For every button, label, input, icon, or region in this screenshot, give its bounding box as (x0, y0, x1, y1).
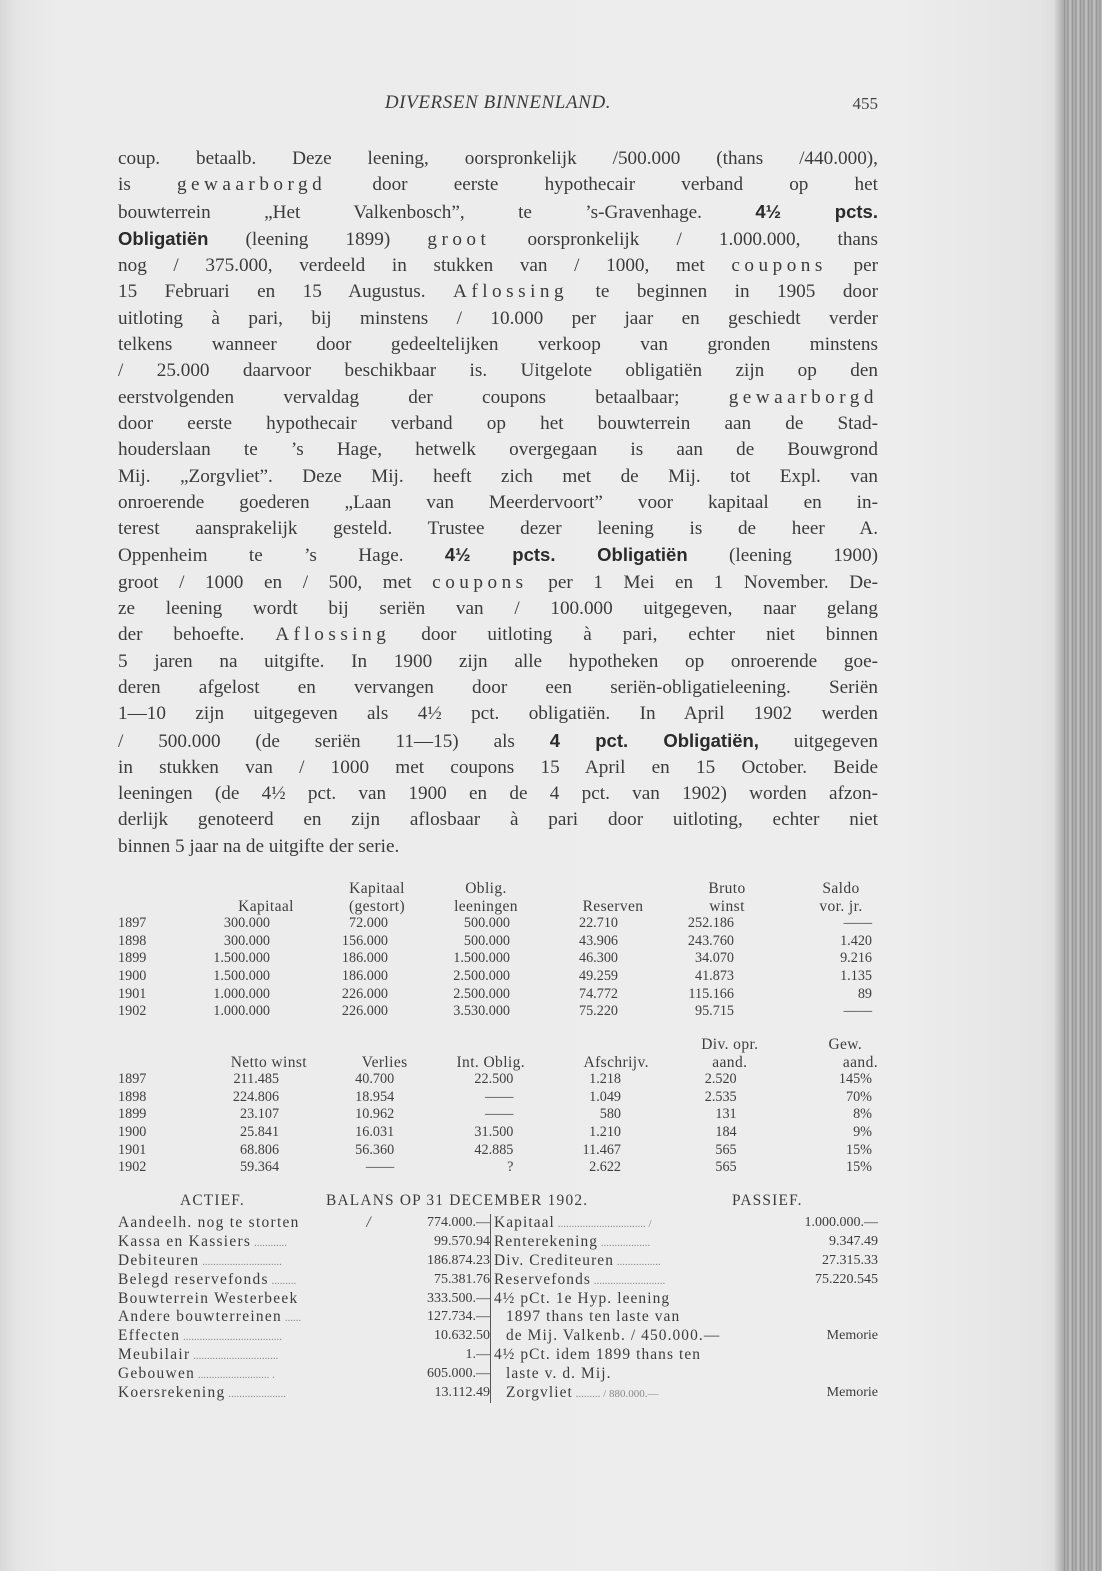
item-label: Kapitaal (494, 1214, 555, 1231)
item-amount (758, 1346, 878, 1365)
text-run: door eerste hypothecair verband op het (326, 174, 878, 196)
value-cell: 49.259 (578, 967, 618, 984)
item-amount (758, 1308, 878, 1327)
actief-item (118, 1271, 490, 1290)
table-row (118, 915, 878, 933)
leader-dots: ................................ / (554, 1218, 652, 1230)
value-cell: 15% (845, 1141, 872, 1158)
body-paragraph (118, 146, 878, 860)
text-line (118, 490, 878, 516)
table-row (118, 1142, 878, 1160)
text-run: bouwterrein „Het Valkenbosch”, te ’s-Gravenhage. (118, 201, 756, 223)
item-amount: Memorie (826, 1328, 878, 1344)
passief-item (494, 1214, 878, 1233)
letterspaced-emphasis: gewaarborgd (728, 386, 878, 408)
text-run: te beginnen in 1905 door (568, 281, 878, 303)
text-line (118, 781, 878, 807)
item-amount (758, 1290, 878, 1309)
text-line (118, 437, 878, 463)
book-binding-edge (1064, 0, 1102, 1571)
leader-dots: ......... / 880.000.— (572, 1388, 659, 1401)
text-run: /500.000 (thans /440.000), (612, 148, 878, 169)
passief-item (494, 1327, 878, 1346)
text-line (118, 306, 878, 332)
passief-item (494, 1252, 878, 1271)
leader-dots: ............................. (199, 1255, 282, 1268)
item-label: 4½ pCt. idem 1899 thans ten (494, 1346, 702, 1364)
passief-column (490, 1214, 878, 1403)
table-row (118, 1071, 878, 1089)
value-cell: 115.166 (688, 985, 734, 1002)
value-cell: 145% (838, 1071, 872, 1088)
text-run: 5 jaren na uitgifte. In 1900 zijn alle hypotheken op onroerende goe- (118, 650, 878, 672)
bold-heading: 4½ pcts. Obligatiën (444, 544, 688, 566)
col-header-bruto-1: Bruto (708, 880, 746, 897)
value-cell: 2.622 (589, 1159, 622, 1176)
item-amount: 75.381.76 (434, 1271, 490, 1287)
text-run: onroerende goederen „Laan van Meerdervoort” voor kapitaal en in- (118, 491, 878, 513)
bold-heading: 4 pct. Obligatiën, (549, 729, 759, 751)
value-cell: 500.000 (463, 932, 510, 949)
value-cell: 18.954 (355, 1088, 395, 1105)
item-label: de Mij. Valkenb. / 450.000.— (506, 1327, 721, 1345)
value-cell: 9.216 (840, 950, 872, 967)
value-cell: 1.000.000 (213, 1003, 270, 1020)
table-row (118, 950, 878, 968)
value-cell: 565 (715, 1159, 737, 1176)
col-header-div-2: aand. (712, 1053, 748, 1071)
text-line (118, 385, 878, 411)
value-cell: —— (485, 1106, 514, 1123)
value-cell: 74.772 (578, 985, 618, 1002)
passief-item (494, 1346, 878, 1365)
value-cell: 224.806 (232, 1088, 280, 1105)
page-number: 455 (852, 94, 878, 113)
value-cell: 22.500 (474, 1071, 514, 1088)
text-run: door eerste hypothecair verband op het bouwterrein aan de Stad- (118, 412, 878, 434)
text-run: der behoefte. (118, 624, 276, 646)
value-cell: 10.962 (355, 1106, 395, 1123)
item-label: Kassa en Kassiers (118, 1232, 252, 1250)
value-cell: 131 (715, 1106, 737, 1123)
item-amount: 186.874.23 (427, 1252, 490, 1268)
value-cell: 59.364 (240, 1159, 280, 1176)
text-run: door uitloting à pari, echter niet binnen (390, 624, 878, 646)
text-line (118, 516, 878, 542)
leader-dots: ......... (268, 1274, 297, 1287)
text-run: 15 Februari en 15 Augustus. (118, 281, 453, 303)
actief-heading: ACTIEF. (180, 1192, 245, 1209)
text-run: (leening 1900) (687, 545, 878, 567)
actief-item (118, 1252, 490, 1271)
actief-item (118, 1290, 490, 1309)
text-run: nog / 375.000, verdeeld in stukken van / 1000, met (118, 255, 732, 277)
actief-item (118, 1214, 490, 1233)
value-cell: 1.135 (840, 967, 872, 984)
value-cell: 300.000 (223, 915, 270, 932)
text-line (118, 728, 878, 755)
value-cell: 56.360 (355, 1141, 395, 1158)
text-run: derlijk genoteerd en zijn aflosbaar à pari door uitloting, echter niet (118, 809, 878, 831)
value-cell: 1.210 (589, 1123, 622, 1140)
value-cell: 2.535 (704, 1088, 737, 1105)
item-amount (758, 1365, 878, 1384)
actief-item (118, 1308, 490, 1327)
actief-item (118, 1384, 490, 1403)
value-cell: 89 (857, 985, 872, 1002)
year-cell: 1897 (118, 1071, 147, 1088)
text-run: telkens wanneer door gedeeltelijken verkoop van gronden minstens (118, 334, 878, 356)
table-row (118, 1003, 878, 1021)
passief-item (494, 1290, 878, 1309)
text-line (118, 358, 878, 384)
text-line (118, 834, 878, 860)
text-run: terest aansprakelijk gesteld. Trustee dezer leening is de heer A. (118, 518, 878, 540)
text-line (118, 411, 878, 437)
item-amount: 13.112.49 (434, 1385, 490, 1401)
value-cell: 2.500.000 (453, 967, 510, 984)
actief-item (118, 1327, 490, 1346)
col-header-oblig-2: leeningen (454, 897, 518, 915)
value-cell: —— (843, 915, 872, 932)
value-cell: 1.500.000 (213, 967, 270, 984)
year-cell: 1901 (118, 1141, 147, 1158)
col-header-int-oblig: Int. Oblig. (456, 1053, 526, 1071)
value-cell: 11.467 (582, 1141, 622, 1158)
text-run: 1—10 zijn uitgegeven als 4½ pct. obligatiën. In April 1902 werden (118, 703, 878, 725)
leader-dots: .................. (598, 1236, 651, 1249)
value-cell: 186.000 (341, 950, 388, 967)
value-cell: —— (485, 1088, 514, 1105)
table-header-row (118, 1054, 878, 1072)
value-cell: 1.500.000 (213, 950, 270, 967)
letterspaced-emphasis: gewaarborgd (176, 174, 327, 196)
value-cell: 243.760 (687, 932, 734, 949)
text-line (118, 675, 878, 701)
text-run: Oppenheim te ’s Hage. (118, 545, 445, 567)
value-cell: 1.000.000 (213, 985, 270, 1002)
balance-sheet (118, 1192, 878, 1403)
text-run: in stukken van / 1000 met coupons 15 April en 15 October. Beide (118, 756, 878, 778)
col-header-verlies: Verlies (361, 1053, 408, 1071)
value-cell: 186.000 (341, 967, 388, 984)
text-line (118, 807, 878, 833)
value-cell: 72.000 (348, 915, 388, 932)
col-header-gew-1: Gew. (828, 1036, 863, 1053)
col-header-bruto-2: winst (709, 897, 745, 915)
year-cell: 1897 (118, 915, 147, 932)
text-run: (leening 1899) (208, 228, 428, 250)
text-line (118, 172, 878, 198)
table-row (118, 1089, 878, 1107)
col-header-kapitaal-gestort-1: Kapitaal (349, 880, 405, 897)
item-label: Belegd reservefonds (118, 1270, 269, 1288)
value-cell: 580 (599, 1106, 622, 1123)
value-cell: 2.500.000 (453, 985, 510, 1002)
text-run: houderslaan te ’s Hage, hetwelk overgegaan is aan de Bouwgrond (118, 439, 878, 461)
leader-dots: .......................... . (195, 1369, 275, 1382)
leader-dots: ................ (614, 1255, 661, 1268)
financial-table-2 (118, 1036, 878, 1177)
year-cell: 1898 (118, 1088, 147, 1105)
actief-item (118, 1365, 490, 1384)
text-run: uitgegeven (758, 730, 878, 752)
value-cell: 8% (853, 1106, 872, 1123)
value-cell: —— (365, 1159, 395, 1176)
text-run: eerstvolgenden vervaldag der coupons betaalbaar; (118, 386, 729, 408)
actief-item (118, 1346, 490, 1365)
year-cell: 1902 (118, 1003, 147, 1020)
item-amount: 605.000.— (427, 1366, 490, 1382)
leader-dots: .................................... (180, 1331, 282, 1344)
text-run: / 500.000 (de seriën 11—15) als (118, 730, 550, 752)
text-run: groot / 1000 en / 500, met (118, 571, 433, 593)
text-run: is (118, 174, 177, 196)
value-cell: 43.906 (578, 932, 618, 949)
year-cell: 1900 (118, 967, 147, 984)
item-label: Effecten (118, 1327, 181, 1345)
value-cell: 31.500 (474, 1123, 514, 1140)
item-label: Zorgvliet (506, 1384, 573, 1402)
item-amount: 1.— (465, 1347, 490, 1363)
text-run: binnen 5 jaar na de uitgifte der serie. (118, 835, 400, 857)
item-label: 1897 thans ten laste van (506, 1308, 681, 1326)
text-run: per 1 Mei en 1 November. De- (527, 571, 878, 593)
letterspaced-emphasis: groot (427, 228, 491, 250)
value-cell: 25.841 (240, 1123, 280, 1140)
currency-symbol: / (366, 1214, 372, 1231)
letterspaced-emphasis: coupons (731, 255, 827, 277)
col-header-netto-winst: Netto winst (230, 1053, 308, 1071)
item-label: Debiteuren (118, 1251, 200, 1269)
leader-dots: ............................... (190, 1350, 279, 1363)
col-header-oblig-1: Oblig. (465, 880, 507, 897)
item-amount: 1.000.000.— (804, 1215, 878, 1230)
item-label: Meubilair (118, 1346, 191, 1364)
text-run: Mij. „Zorgvliet”. Deze Mij. heeft zich met de Mij. tot Expl. van (118, 465, 878, 487)
item-amount: 75.220.545 (815, 1271, 878, 1287)
passief-item (494, 1308, 878, 1327)
text-line (118, 622, 878, 648)
item-label: Koersrekening (118, 1384, 226, 1402)
value-cell: 23.107 (240, 1106, 280, 1123)
col-header-saldo-2: vor. jr. (819, 897, 863, 915)
value-cell: ? (507, 1159, 514, 1176)
passief-item (494, 1271, 878, 1290)
table-row (118, 1106, 878, 1124)
passief-item (494, 1384, 878, 1403)
text-line (118, 542, 878, 569)
financial-table-1 (118, 880, 878, 1021)
value-cell: 68.806 (240, 1141, 280, 1158)
item-amount: 99.570.94 (434, 1233, 490, 1249)
value-cell: 300.000 (223, 932, 270, 949)
year-cell: 1901 (118, 985, 147, 1002)
text-line (118, 649, 878, 675)
value-cell: 40.700 (355, 1071, 395, 1088)
item-amount: 27.315.33 (822, 1252, 878, 1268)
text-run: uitloting à pari, bij minstens / 10.000 per jaar en geschiedt verder (118, 307, 878, 329)
col-header-kapitaal: Kapitaal (238, 897, 294, 915)
value-cell: 75.220 (578, 1003, 618, 1020)
value-cell: 184 (715, 1123, 737, 1140)
item-amount: Memorie (826, 1385, 878, 1401)
table-header-row (118, 880, 878, 898)
text-run: deren afgelost en vervangen door een seriën-obligatieleening. Seriën (118, 676, 878, 698)
col-header-afschrijv: Afschrijv. (583, 1053, 649, 1071)
letterspaced-emphasis: Aflossing (275, 624, 391, 646)
item-label: Div. Crediteuren (494, 1251, 615, 1269)
col-header-kapitaal-gestort-2: (gestort) (348, 897, 406, 915)
value-cell: 1.500.000 (453, 950, 510, 967)
text-line (118, 570, 878, 596)
passief-item (494, 1365, 878, 1384)
value-cell: —— (843, 1003, 872, 1020)
value-cell: 34.070 (694, 950, 734, 967)
table-row (118, 968, 878, 986)
col-header-saldo-1: Saldo (822, 880, 860, 897)
value-cell: 1.049 (589, 1088, 622, 1105)
item-label: Bouwterrein Westerbeek (118, 1289, 299, 1307)
col-header-div-1: Div. opr. (701, 1036, 759, 1053)
value-cell: 15% (845, 1159, 872, 1176)
table-row (118, 1124, 878, 1142)
value-cell: 226.000 (341, 1003, 388, 1020)
value-cell: 211.485 (233, 1071, 280, 1088)
value-cell: 41.873 (694, 967, 734, 984)
value-cell: 565 (715, 1141, 737, 1158)
value-cell: 156.000 (341, 932, 388, 949)
year-cell: 1900 (118, 1123, 147, 1140)
actief-item (118, 1233, 490, 1252)
text-run: leeningen (de 4½ pct. van 1900 en de 4 pct. van 1902) worden afzon- (118, 783, 878, 805)
text-line (118, 596, 878, 622)
text-run: coup. betaalb. Deze leening, oorspronkelijk (118, 148, 613, 169)
value-cell: 226.000 (341, 985, 388, 1002)
letterspaced-emphasis: Aflossing (452, 281, 569, 303)
text-line (118, 279, 878, 305)
table-row (118, 933, 878, 951)
text-line (118, 199, 878, 226)
table-header-row (118, 898, 878, 916)
text-line (118, 146, 878, 172)
item-amount: 127.734.— (427, 1309, 490, 1325)
year-cell: 1898 (118, 932, 147, 949)
table-header-row (118, 1036, 878, 1054)
value-cell: 252.186 (687, 915, 734, 932)
value-cell: 9% (853, 1123, 872, 1140)
col-header-reserven: Reserven (582, 897, 644, 915)
bold-heading: 4½ pcts. (755, 200, 878, 222)
text-line (118, 755, 878, 781)
running-head (118, 92, 878, 118)
value-cell: 95.715 (694, 1003, 734, 1020)
value-cell: 500.000 (463, 915, 510, 932)
item-label: 4½ pCt. 1e Hyp. leening (494, 1289, 671, 1307)
col-header-gew-2: aand. (842, 1053, 878, 1071)
value-cell: 42.885 (474, 1141, 514, 1158)
item-amount: 774.000.— (427, 1215, 490, 1230)
text-run: per (826, 255, 878, 277)
value-cell: 16.031 (355, 1123, 395, 1140)
letterspaced-emphasis: coupons (432, 571, 528, 593)
item-label: laste v. d. Mij. (506, 1365, 612, 1383)
table-row (118, 1159, 878, 1177)
table-row (118, 986, 878, 1004)
value-cell: 1.218 (589, 1071, 622, 1088)
value-cell: 1.420 (840, 932, 872, 949)
text-line (118, 253, 878, 279)
value-cell: 22.710 (578, 915, 618, 932)
balance-sheet-heading (118, 1192, 878, 1214)
leader-dots: ..................... (225, 1388, 287, 1401)
item-label: Renterekening (494, 1232, 599, 1250)
text-line (118, 464, 878, 490)
value-cell: 3.530.000 (453, 1003, 510, 1020)
leader-dots: ............ (251, 1236, 287, 1249)
value-cell: 46.300 (578, 950, 618, 967)
item-amount: 333.500.— (427, 1290, 490, 1306)
bold-heading: Obligatiën (118, 227, 209, 249)
passief-heading: PASSIEF. (732, 1192, 803, 1209)
value-cell: 70% (845, 1088, 872, 1105)
item-amount: 10.632.50 (434, 1328, 490, 1344)
text-run: ze leening wordt bij seriën van / 100.000 uitgegeven, naar gelang (118, 598, 878, 620)
passief-item (494, 1233, 878, 1252)
item-label: Andere bouwterreinen (118, 1308, 283, 1326)
text-run: / 25.000 daarvoor beschikbaar is. Uitgelote obligatiën zijn op den (118, 360, 878, 382)
text-line (118, 332, 878, 358)
leader-dots: ...... (282, 1312, 302, 1325)
year-cell: 1902 (118, 1159, 147, 1176)
text-run: oorspronkelijk / 1.000.000, thans (490, 228, 878, 250)
year-cell: 1899 (118, 950, 147, 967)
year-cell: 1899 (118, 1106, 147, 1123)
value-cell: 2.520 (704, 1071, 737, 1088)
item-amount: 9.347.49 (829, 1233, 878, 1249)
text-line (118, 701, 878, 727)
item-label: Gebouwen (118, 1365, 196, 1383)
balance-title: BALANS OP 31 DECEMBER 1902. (326, 1192, 589, 1209)
item-label: Reservefonds (494, 1270, 591, 1288)
item-label: Aandeelh. nog te storten (118, 1214, 300, 1231)
running-title: DIVERSEN BINNENLAND. (384, 92, 612, 113)
leader-dots: .......................... (590, 1274, 666, 1287)
actief-column (118, 1214, 490, 1403)
text-line (118, 226, 878, 253)
